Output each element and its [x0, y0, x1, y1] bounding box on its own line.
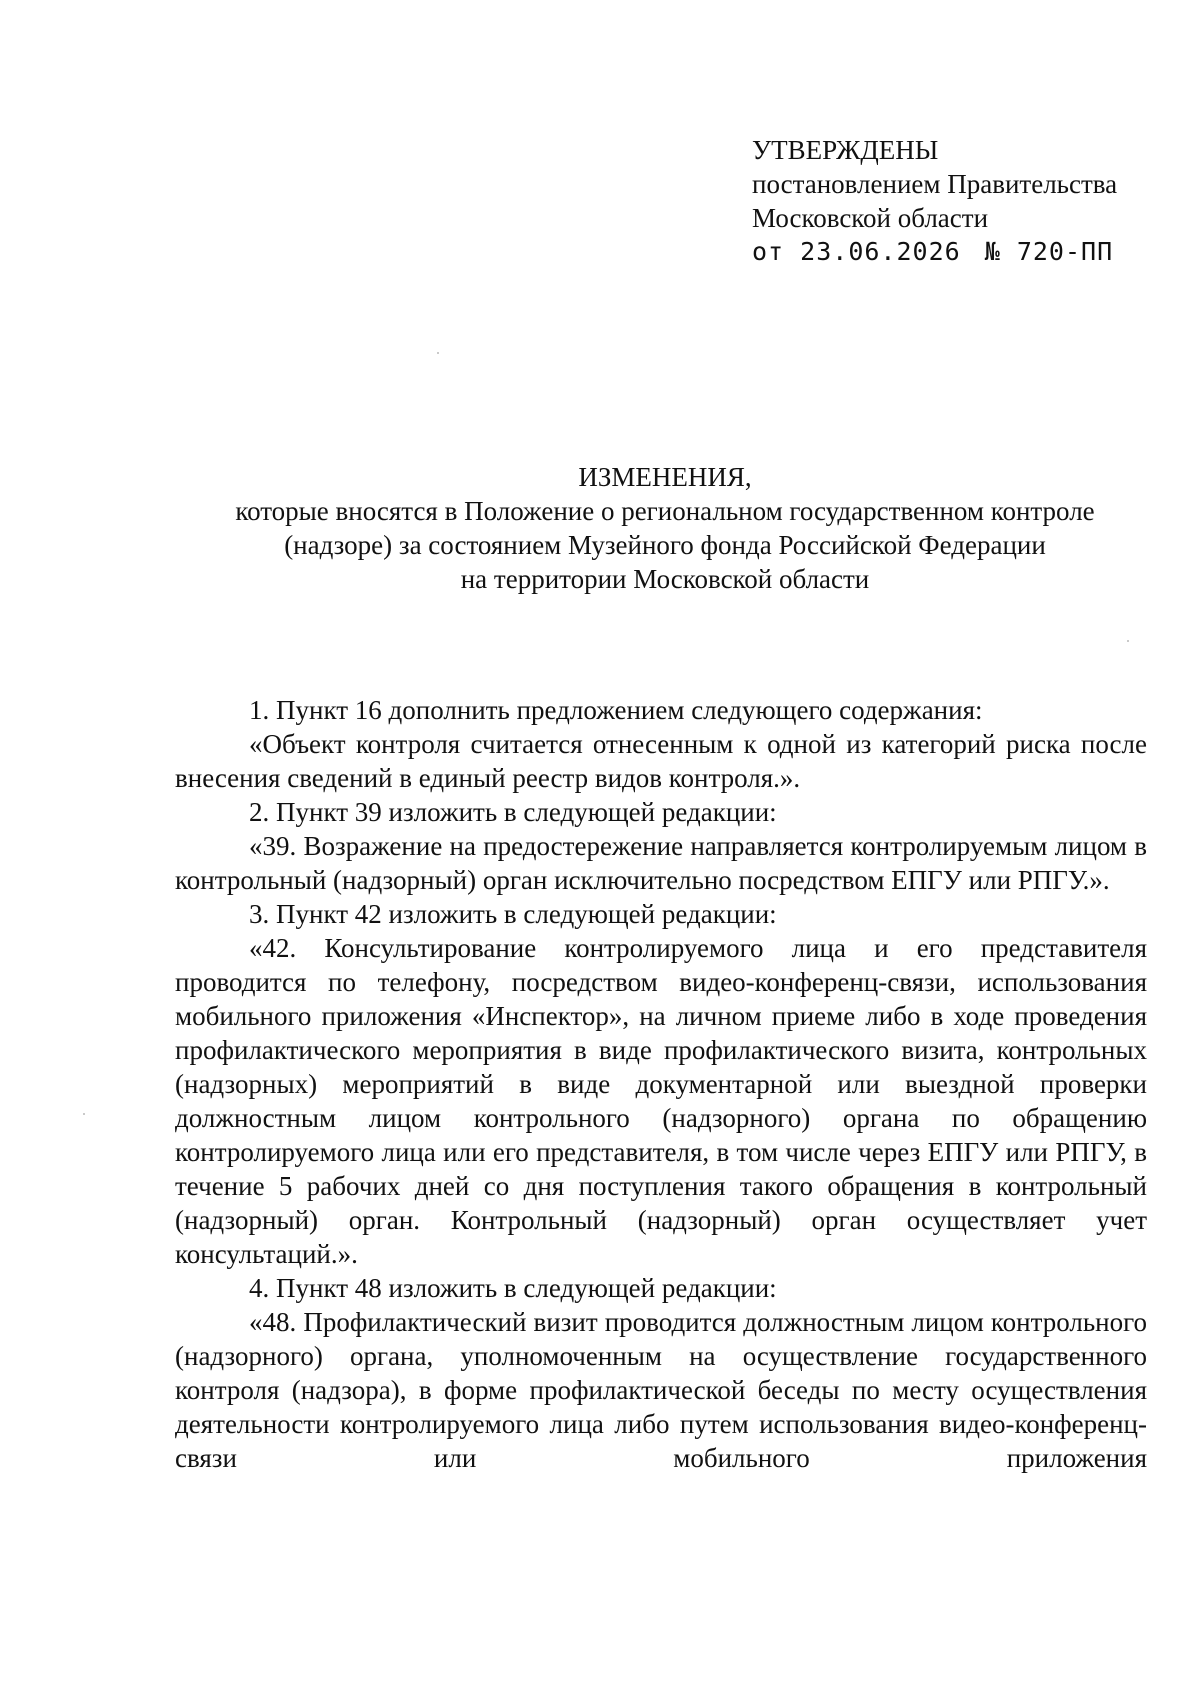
- decree-number: 720-ПП: [1016, 237, 1114, 266]
- decree-number-prefix: №: [984, 237, 1001, 266]
- heading-line-2: (надзоре) за состоянием Музейного фонда Российской Федерации: [284, 530, 1046, 560]
- approval-line-2: Московской области: [752, 203, 989, 233]
- scan-speck: [83, 1113, 85, 1115]
- decree-line: [752, 235, 1117, 269]
- approval-title: УТВЕРЖДЕНЫ: [752, 135, 939, 165]
- paragraph-2: «Объект контроля считается отнесенным к одной из категорий риска после внесения сведений в единый реестр видов контроля.».: [175, 729, 1147, 793]
- paragraph-6: «42. Консультирование контролируемого лица и его представителя проводится по телефону, посредством видео-конференц-связи, использования мобильного приложения «Инспектор», на личном приеме либо в ходе проведения профилактического мероприятия в виде профилактического визита, контрольных (надзорных) мероприятий в виде документарной или выездной проверки должностным лицом контрольного (надзорного) органа по обращению контролируемого лица или его представителя, в том числе через ЕПГУ или РПГУ, в течение 5 рабочих дней со дня поступления такого обращения в контрольный (надзорный) орган. Контрольный (надзорный) орган осуществляет учет консультаций.».: [175, 933, 1147, 1269]
- paragraph-5: 3. Пункт 42 изложить в следующей редакции:: [249, 899, 777, 929]
- heading-title: ИЗМЕНЕНИЯ,: [578, 462, 752, 492]
- decree-date: 23.06.2026: [800, 237, 961, 266]
- heading-line-1: которые вносятся в Положение о региональном государственном контроле: [235, 496, 1095, 526]
- paragraph-7: 4. Пункт 48 изложить в следующей редакции:: [249, 1273, 777, 1303]
- paragraph-3: 2. Пункт 39 изложить в следующей редакции:: [249, 797, 777, 827]
- decree-date-prefix: от: [752, 237, 785, 266]
- scan-speck: [437, 352, 439, 354]
- scan-speck: [1127, 640, 1129, 642]
- heading-line-3: на территории Московской области: [460, 564, 870, 594]
- document-body: [175, 693, 1147, 1475]
- approval-line-1: постановлением Правительства: [752, 169, 1118, 199]
- paragraph-4: «39. Возражение на предостережение направляется контролируемым лицом в контрольный (надзорный) орган исключительно посредством ЕПГУ или РПГУ.».: [175, 831, 1147, 895]
- paragraph-8: «48. Профилактический визит проводится должностным лицом контрольного (надзорного) органа, уполномоченным на осуществление государственного контроля (надзора), в форме профилактической беседы по месту осуществления деятельности контролируемого лица либо путем использования видео-конференц-связи или мобильного приложения: [175, 1307, 1147, 1473]
- paragraph-1: 1. Пункт 16 дополнить предложением следующего содержания:: [249, 695, 983, 725]
- approval-block: [752, 133, 1117, 269]
- document-heading: [170, 460, 1160, 596]
